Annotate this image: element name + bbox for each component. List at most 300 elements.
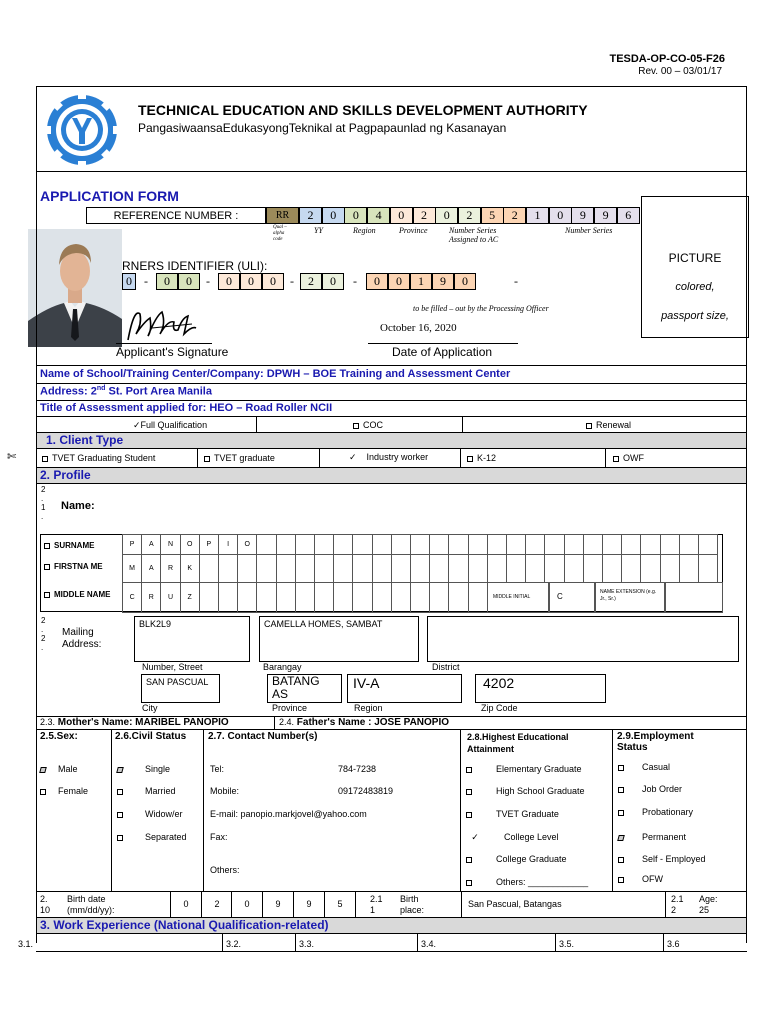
name-letter-cell[interactable]	[352, 534, 372, 555]
work-col-3-1: 3.1.	[18, 939, 34, 949]
name-letter-cell[interactable]	[256, 534, 276, 555]
ref-digit-cell: 0	[435, 207, 458, 224]
label-text: SURNAME	[54, 541, 95, 550]
name-letter-cell[interactable]: M	[122, 554, 142, 583]
checkbox[interactable]	[204, 456, 210, 462]
district-field[interactable]	[427, 616, 739, 662]
uli-dash: -	[144, 274, 148, 288]
name-letter-cell[interactable]: U	[160, 582, 180, 613]
zip-field[interactable]: 4202	[475, 674, 606, 703]
uli-cell: 0	[122, 273, 136, 290]
work-col-3-4: 3.4.	[421, 939, 437, 949]
name-label: Name:	[61, 500, 95, 512]
sex-label: Female	[58, 786, 89, 796]
employment-option[interactable]	[618, 874, 663, 884]
name-letter-cell[interactable]	[295, 554, 315, 583]
birthdate-digit-cell[interactable]: 5	[324, 891, 355, 917]
renewal-option[interactable]	[586, 420, 631, 430]
age-value[interactable]: 25	[699, 905, 710, 915]
uli-label: RNERS IDENTIFIER (ULI):	[122, 259, 268, 273]
civil-status-checkbox[interactable]	[117, 789, 123, 795]
rule	[36, 951, 747, 952]
name-letter-cell[interactable]	[640, 554, 660, 583]
option-label: TVET Graduating Student	[52, 453, 156, 463]
name-letter-cell[interactable]	[333, 582, 353, 613]
name-letter-cell[interactable]	[660, 534, 680, 555]
mobile-label: Mobile:	[210, 786, 240, 796]
name-letter-cell[interactable]	[448, 582, 468, 613]
middle-initial-value: C	[557, 592, 563, 601]
uli-cell: 0	[322, 273, 344, 290]
doc-revision: Rev. 00 – 03/01/17	[638, 66, 722, 77]
signature-line	[116, 343, 212, 344]
option-label: TVET graduate	[214, 453, 275, 463]
name-letter-cell[interactable]: O	[237, 534, 257, 555]
birthplace-value[interactable]: San Pascual, Batangas	[461, 891, 666, 917]
check-mark-icon[interactable]: ✓	[471, 832, 479, 842]
age-label: Age:	[699, 894, 718, 904]
employment-option[interactable]	[618, 854, 706, 864]
education-checkbox[interactable]	[466, 857, 472, 863]
name-letter-cell[interactable]: A	[141, 554, 161, 583]
name-letter-cell[interactable]	[199, 554, 219, 583]
checkbox[interactable]	[44, 592, 50, 598]
contact-header: 2.7. Contact Number(s)	[208, 731, 318, 742]
civil-status-checkbox[interactable]	[116, 767, 124, 773]
checkbox[interactable]	[44, 543, 50, 549]
name-letter-cell[interactable]	[218, 554, 238, 583]
ref-digit-cell: 0	[322, 207, 345, 224]
ref-digit-cell: 9	[571, 207, 594, 224]
name-letter-cell[interactable]: I	[218, 534, 238, 555]
uli-cell: 1	[410, 273, 432, 290]
rule	[36, 729, 747, 730]
coc-option[interactable]	[353, 420, 383, 430]
uli-cell: 0	[218, 273, 240, 290]
ref-digit-cell: 4	[367, 207, 390, 224]
coc-checkbox[interactable]	[353, 423, 359, 429]
name-letter-cell[interactable]: P	[122, 534, 142, 555]
name-letter-cell[interactable]	[448, 534, 468, 555]
sex-checkbox[interactable]	[39, 767, 47, 773]
name-extension-label: NAME EXTENSION (e.g. Jr., Sr.)	[600, 589, 657, 602]
education-label: TVET Graduate	[496, 809, 559, 819]
email-value[interactable]: E-mail: panopio.markjovel@yahoo.com	[210, 809, 367, 819]
name-letter-cell[interactable]	[487, 534, 507, 555]
rule	[256, 416, 257, 432]
ref-digit-cell: 6	[617, 207, 640, 224]
rule	[417, 934, 418, 951]
name-letter-cell[interactable]	[640, 534, 660, 555]
rule	[111, 729, 112, 891]
name-letter-cell[interactable]: A	[141, 534, 161, 555]
name-letter-cell[interactable]	[506, 534, 526, 555]
name-letter-cell[interactable]	[621, 554, 641, 583]
name-letter-cell[interactable]	[314, 554, 334, 583]
employment-label: Probationary	[642, 807, 694, 817]
uli-cell: 0	[156, 273, 178, 290]
picture-title: PICTURE	[668, 251, 722, 265]
name-letter-cell[interactable]	[333, 554, 353, 583]
sex-label: Male	[58, 764, 78, 774]
section-1-title: 1. Client Type	[46, 433, 124, 447]
employment-checkbox[interactable]	[618, 787, 624, 793]
tel-label: Tel:	[210, 764, 225, 774]
name-letter-cell[interactable]	[276, 554, 296, 583]
name-letter-cell[interactable]	[295, 534, 315, 555]
rule	[36, 416, 747, 417]
caption-region: Region	[353, 226, 376, 235]
education-label: Elementary Graduate	[496, 764, 582, 774]
name-letter-cell[interactable]	[372, 534, 392, 555]
name-letter-cell[interactable]: N	[160, 534, 180, 555]
name-letter-cell[interactable]	[218, 582, 238, 613]
fathers-name	[279, 717, 449, 728]
education-label: Others: ____________	[496, 877, 589, 887]
fathers-name-value: Father's Name : JOSE PANOPIO	[294, 717, 450, 728]
rule	[36, 400, 747, 401]
name-letter-cell[interactable]	[199, 582, 219, 613]
uli-cell: 9	[432, 273, 454, 290]
civil-status-option[interactable]	[117, 832, 187, 842]
rule	[36, 383, 747, 384]
tvet-student-option[interactable]	[42, 453, 155, 463]
birthdate-digit-cell[interactable]: 9	[262, 891, 293, 917]
school-name: Name of School/Training Center/Company: DPWH – BOE Training and Assessment Center	[40, 368, 511, 380]
zip-label: Zip Code	[481, 703, 518, 713]
scissors-icon: ✄	[7, 451, 17, 463]
name-letter-cell[interactable]	[679, 534, 699, 555]
education-option[interactable]	[466, 786, 585, 796]
others-contact-label[interactable]: Others:	[210, 865, 240, 875]
ref-digit-cell: 2	[458, 207, 481, 224]
name-letter-cell[interactable]	[621, 534, 641, 555]
reference-number-label: REFERENCE NUMBER :	[86, 207, 266, 224]
civil-status-header: 2.6.Civil Status	[115, 731, 187, 742]
uli-dash: -	[514, 274, 518, 288]
renewal-label: Renewal	[596, 420, 632, 430]
option-label: OWF	[623, 453, 644, 463]
education-checkbox[interactable]	[466, 812, 472, 818]
education-checkbox[interactable]	[466, 880, 472, 886]
name-letter-cell[interactable]	[391, 582, 411, 613]
name-letter-cell[interactable]	[295, 582, 315, 613]
uli-cell: 2	[300, 273, 322, 290]
date-of-application-label: Date of Application	[392, 345, 493, 359]
employment-checkbox[interactable]	[617, 835, 625, 841]
caption-qual-alpha: Qual – alpha code	[273, 225, 287, 242]
education-option[interactable]	[466, 764, 582, 774]
civil-status-checkbox[interactable]	[117, 812, 123, 818]
name-letter-cell[interactable]	[448, 554, 468, 583]
field-number: 2.4.	[279, 717, 295, 727]
section-2-title: 2. Profile	[40, 468, 91, 482]
work-col-3-6: 3.6	[667, 939, 680, 949]
district-label: District	[432, 662, 460, 672]
signature-label: Applicant's Signature	[116, 345, 229, 359]
birthdate-digit-cell[interactable]: 0	[231, 891, 262, 917]
name-letter-cell[interactable]	[237, 554, 257, 583]
rule	[36, 365, 747, 366]
section-3-title: 3. Work Experience (National Qualification-related)	[40, 918, 329, 932]
rule	[222, 934, 223, 951]
uli-dash: -	[206, 274, 210, 288]
education-option[interactable]	[466, 877, 588, 887]
birthplace-label: Birth place:	[400, 894, 425, 915]
name-letter-cell[interactable]	[372, 554, 392, 583]
civil-status-option[interactable]	[117, 764, 170, 774]
barangay-field[interactable]: CAMELLA HOMES, SAMBAT	[259, 616, 419, 662]
name-letter-cell[interactable]	[314, 534, 334, 555]
work-col-3-3: 3.3.	[299, 939, 315, 949]
uli-cell: 0	[388, 273, 410, 290]
address-suffix: St. Port Area Manila	[105, 385, 212, 398]
name-extension-value-box[interactable]	[665, 582, 723, 613]
rule	[462, 416, 463, 432]
civil-status-label: Separated	[145, 832, 187, 842]
tesda-logo-icon	[40, 90, 124, 170]
employment-checkbox[interactable]	[618, 765, 624, 771]
province-label: Province	[272, 703, 308, 713]
date-line	[368, 343, 518, 344]
option-label: K-12	[477, 453, 497, 463]
name-letter-cell[interactable]	[410, 534, 430, 555]
ref-digit-cell: 2	[299, 207, 322, 224]
checkbox[interactable]	[44, 564, 50, 570]
sex-option[interactable]	[40, 786, 88, 796]
rule	[663, 934, 664, 951]
city-label: City	[142, 703, 158, 713]
civil-status-checkbox[interactable]	[117, 835, 123, 841]
rule	[555, 934, 556, 951]
label-text: FIRSTNA ME	[54, 562, 103, 571]
employment-label: Permanent	[642, 832, 687, 842]
employment-checkbox[interactable]	[618, 857, 624, 863]
field-number: 2.3.	[40, 717, 56, 727]
education-checkbox[interactable]	[466, 767, 472, 773]
industry-worker-option[interactable]	[349, 452, 428, 463]
ref-digit-cell: 2	[413, 207, 436, 224]
rule	[460, 449, 461, 467]
name-letter-cell[interactable]	[276, 534, 296, 555]
tvet-graduate-option[interactable]	[204, 453, 275, 463]
frame-left	[36, 172, 37, 943]
renewal-checkbox[interactable]	[586, 423, 592, 429]
birthdate-digit-cell[interactable]: 0	[170, 891, 201, 917]
assessment-title: Title of Assessment applied for: HEO – Road Roller NCII	[40, 402, 333, 414]
employment-option[interactable]	[618, 784, 682, 794]
birthdate-digit-cell[interactable]: 2	[201, 891, 232, 917]
ref-rr-cell: RR	[266, 207, 299, 224]
rule	[605, 449, 606, 467]
rule	[355, 891, 356, 917]
sex-header: 2.5.Sex:	[40, 731, 78, 742]
name-letter-cell[interactable]: O	[180, 534, 200, 555]
name-letter-cell[interactable]	[352, 554, 372, 583]
ref-digit-cell: 0	[390, 207, 413, 224]
education-option[interactable]	[466, 832, 559, 843]
fax-label[interactable]: Fax:	[210, 832, 228, 842]
education-label: High School Graduate	[496, 786, 585, 796]
name-letter-cell[interactable]: R	[160, 554, 180, 583]
sex-option[interactable]	[40, 764, 78, 774]
rule	[295, 934, 296, 951]
name-letter-cell[interactable]	[333, 534, 353, 555]
name-letter-cell[interactable]	[602, 554, 622, 583]
full-qualification-option[interactable]: ✓Full Qualification	[133, 420, 208, 430]
name-letter-cell[interactable]: R	[141, 582, 161, 613]
name-letter-cell[interactable]	[429, 554, 449, 583]
uli-cell: 0	[178, 273, 200, 290]
name-letter-cell[interactable]	[583, 534, 603, 555]
mothers-name-value: Mother's Name: MARIBEL PANOPIO	[55, 717, 229, 728]
ref-digit-cell: 0	[344, 207, 367, 224]
surname-label	[44, 541, 94, 550]
name-letter-cell[interactable]	[525, 554, 545, 583]
name-letter-cell[interactable]	[564, 534, 584, 555]
name-letter-cell[interactable]	[256, 582, 276, 613]
name-letter-cell[interactable]	[410, 554, 430, 583]
name-letter-cell[interactable]	[256, 554, 276, 583]
sex-checkbox[interactable]	[40, 789, 46, 795]
employment-label: Casual	[642, 762, 671, 772]
owf-option[interactable]	[613, 453, 644, 463]
name-letter-cell[interactable]	[391, 534, 411, 555]
caption-province: Province	[399, 226, 428, 235]
checkbox[interactable]	[42, 456, 48, 462]
region-field[interactable]: IV-A	[347, 674, 462, 703]
section-bar	[36, 432, 747, 449]
mailing-label: Mailing Address:	[62, 627, 102, 650]
name-number: 2 . 1 .	[41, 485, 46, 521]
name-letter-cell[interactable]	[468, 582, 488, 613]
name-letter-cell[interactable]	[314, 582, 334, 613]
work-col-3-2: 3.2.	[226, 939, 242, 949]
name-letter-cell[interactable]	[544, 534, 564, 555]
name-letter-cell[interactable]	[372, 582, 392, 613]
birthplace-number: 2.1 1	[370, 894, 383, 915]
education-option[interactable]	[466, 854, 567, 864]
barangay-label: Barangay	[263, 662, 302, 672]
name-letter-cell[interactable]: P	[199, 534, 219, 555]
employment-option[interactable]	[618, 762, 670, 772]
date-of-application-value: October 16, 2020	[380, 322, 457, 334]
civil-status-label: Widow/er	[145, 809, 183, 819]
employment-label: OFW	[642, 874, 663, 884]
mobile-value[interactable]: 09172483819	[338, 786, 394, 796]
rule	[274, 716, 275, 729]
mothers-name	[40, 717, 229, 728]
employment-option[interactable]	[618, 832, 686, 842]
label-text: MIDDLE NAME	[54, 590, 111, 599]
birthdate-digit-cell[interactable]: 9	[293, 891, 324, 917]
name-letter-cell[interactable]	[698, 554, 718, 583]
ref-digit-cell: 0	[549, 207, 572, 224]
picture-line2: passport size,	[661, 310, 729, 322]
mailing-number: 2 . 2 .	[41, 616, 46, 652]
uli-cell: 0	[240, 273, 262, 290]
coc-label: COC	[363, 420, 383, 430]
address-line	[40, 385, 212, 398]
agency-name: TECHNICAL EDUCATION AND SKILLS DEVELOPMENT AUTHORITY	[138, 102, 588, 118]
doc-code: TESDA-OP-CO-05-F26	[609, 53, 725, 65]
checkbox[interactable]	[613, 456, 619, 462]
name-letter-cell[interactable]	[525, 534, 545, 555]
name-letter-cell[interactable]	[679, 554, 699, 583]
province-field[interactable]: BATANG AS	[267, 674, 342, 703]
city-field[interactable]: SAN PASCUAL	[141, 674, 220, 703]
name-letter-cell[interactable]	[583, 554, 603, 583]
name-letter-cell[interactable]	[544, 554, 564, 583]
civil-status-option[interactable]	[117, 809, 183, 819]
option-label: Industry worker	[366, 452, 429, 462]
form-title: APPLICATION FORM	[40, 188, 179, 204]
name-letter-cell[interactable]	[276, 582, 296, 613]
check-mark-icon: ✓	[349, 452, 357, 462]
k12-option[interactable]	[467, 453, 496, 463]
applicant-photo	[28, 229, 122, 347]
name-letter-cell[interactable]	[698, 534, 718, 555]
ref-digit-cell: 1	[526, 207, 549, 224]
name-letter-cell[interactable]	[506, 554, 526, 583]
employment-checkbox[interactable]	[618, 810, 624, 816]
uli-dash: -	[290, 274, 294, 288]
name-letter-cell[interactable]	[391, 554, 411, 583]
name-letter-cell[interactable]	[468, 554, 488, 583]
address-prefix: Address: 2	[40, 385, 97, 398]
region-label: Region	[354, 703, 383, 713]
name-letter-cell[interactable]	[237, 582, 257, 613]
education-label: College Graduate	[496, 854, 567, 864]
education-option[interactable]	[466, 809, 559, 819]
age-number: 2.1 2	[671, 894, 684, 915]
name-letter-cell[interactable]	[410, 582, 430, 613]
frame-right	[746, 172, 747, 943]
name-letter-cell[interactable]: C	[122, 582, 142, 613]
checkbox[interactable]	[467, 456, 473, 462]
caption-series-ac: Number Series Assigned to AC	[449, 226, 499, 244]
name-letter-cell[interactable]: K	[180, 554, 200, 583]
education-header: 2.8.Highest Educational Attainment	[467, 732, 569, 754]
name-letter-cell[interactable]: Z	[180, 582, 200, 613]
middle-initial-value-box[interactable]	[549, 582, 595, 613]
tel-value[interactable]: 784-7238	[338, 764, 377, 774]
name-letter-cell[interactable]	[352, 582, 372, 613]
name-letter-cell[interactable]	[660, 554, 680, 583]
processing-note: to be filled – out by the Processing Officer	[413, 304, 549, 313]
name-letter-cell[interactable]	[487, 554, 507, 583]
middle-initial-label: MIDDLE INITIAL	[493, 594, 531, 600]
name-letter-cell[interactable]	[468, 534, 488, 555]
address-superscript: nd	[96, 385, 106, 392]
civil-status-option[interactable]	[117, 786, 176, 796]
education-checkbox[interactable]	[466, 789, 472, 795]
ref-digit-cell: 5	[481, 207, 504, 224]
rule	[203, 729, 204, 891]
name-letter-cell[interactable]	[429, 534, 449, 555]
name-letter-cell[interactable]	[564, 554, 584, 583]
number-street-label: Number, Street	[142, 662, 203, 672]
employment-label: Job Order	[642, 784, 683, 794]
firstname-label	[44, 561, 114, 572]
employment-option[interactable]	[618, 807, 693, 817]
education-label: College Level	[504, 832, 559, 842]
employment-checkbox[interactable]	[618, 877, 624, 883]
name-letter-cell[interactable]	[429, 582, 449, 613]
birthdate-label: Birth date (mm/dd/yy):	[67, 894, 115, 915]
name-letter-cell[interactable]	[602, 534, 622, 555]
street-field[interactable]: BLK2L9	[134, 616, 250, 662]
